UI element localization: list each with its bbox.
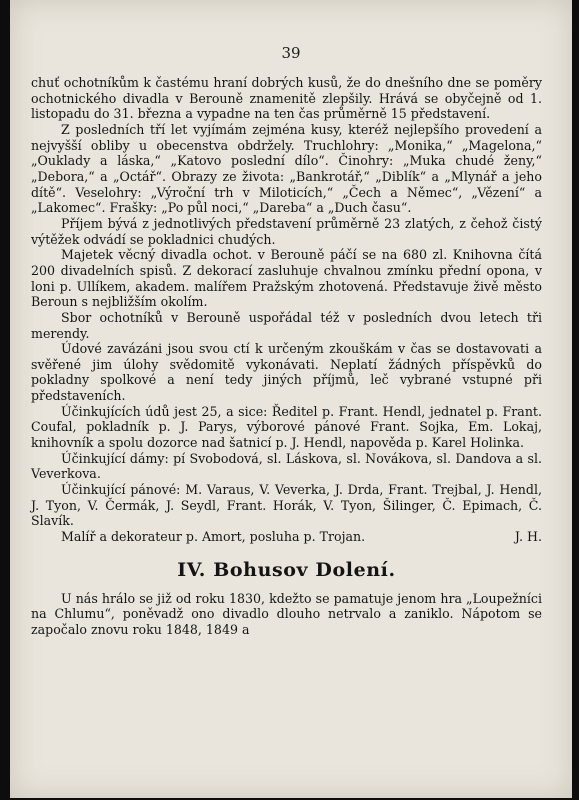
paragraph: Údové zavázáni jsou svou ctí k určeným zkouškám v čas se dostavovati a svěřené jim úlohy svědomitě vykonávati. Neplatí žádných příspěvků do pokladny spolkové a není tedy jiných příjmů, leč vybrané vstupné při představeních. (31, 341, 542, 404)
paragraph: Příjem bývá z jednotlivých představení průměrně 23 zlatých, z čehož čistý výtěžek odvádí se pokladnici chudých. (31, 215, 542, 247)
paragraph: Účinkující pánové: M. Varaus, V. Veverka, J. Drda, Frant. Trejbal, J. Hendl, J. Tyon, V. Čermák, J. Seydl, Frant. Horák, V. Tyon, Šilinger, Č. Epimach, Č. Slavík. (31, 482, 542, 529)
paragraph: Účinkující dámy: pí Svobodová, sl. Láskova, sl. Novákova, sl. Dandova a sl. Veverkova. (31, 450, 542, 482)
signature-paragraph (31, 529, 542, 545)
body-text (31, 75, 542, 638)
page-number: 39 (281, 44, 301, 62)
book-page (10, 0, 572, 798)
signature-text: Malíř a dekorateur p. Amort, posluha p. Trojan. (61, 529, 366, 545)
paragraph: Majetek věcný divadla ochot. v Berouně páčí se na 680 zl. Knihovna čítá 200 divadelních spisů. Z dekorací zasluhuje chvalnou zmínku přední opona, v loni p. Ullíkem, akadem. malířem Pražským zhotovená. Představuje živě město Beroun s nejbližším okolím. (31, 247, 542, 310)
section-heading: IV. Bohusov Dolení. (177, 558, 396, 581)
paragraph: Účinkujících údů jest 25, a sice: Ředitel p. Frant. Hendl, jednatel p. Frant. Coufal, pokladník p. J. Parys, výborové pánové Frant. Sojka, Em. Lokaj, knihovník a spolu dozorce nad šatnicí p. J. Hendl, napověda p. Karel Holinka. (31, 403, 542, 451)
paragraph: U nás hrálo se již od roku 1830, kdežto se pamatuje jenom hra „Loupežníci na Chlumu“, poněvadž ono divadlo dlouho netrvalo a zaniklo. Nápotom se započalo znovu roku 1848, 1849 a (31, 590, 542, 637)
paragraph: Z posledních tří let vyjímám zejména kusy, kteréž nejlepšího provedení a nejvyšší obliby u obecenstva obdržely. Truchlohry: „Monika,“ „Magelona,“ „Ouklady a láska,“ „Katovo poslední dílo“. Činohry: „Muka chudé ženy,“ „Debora,“ a „Octář“. Obrazy ze života: „Bankrotář,“ „Diblík“ a „Mlynář a jeho dítě“. Veselohry: „Výroční trh v Miloticích,“ „Čech a Němec“, „Vězení“ a „Lakomec“. Frašky: „Po půl noci,“ „Dareba“ a „Duch času“. (31, 121, 542, 216)
author-initials: J. H. (514, 529, 542, 545)
paragraph: Sbor ochotníků v Berouně uspořádal též v posledních dvou letech tři merendy. (31, 309, 542, 341)
paragraph: chuť ochotníkům k častému hraní dobrých kusů, že do dnešního dne se poměry ochotnického divadla v Berouně znamenitě zlepšily. Hrává se obyčejně od 1. listopadu do 31. března a vypadne na ten čas průměrně 15 představení. (31, 75, 542, 122)
